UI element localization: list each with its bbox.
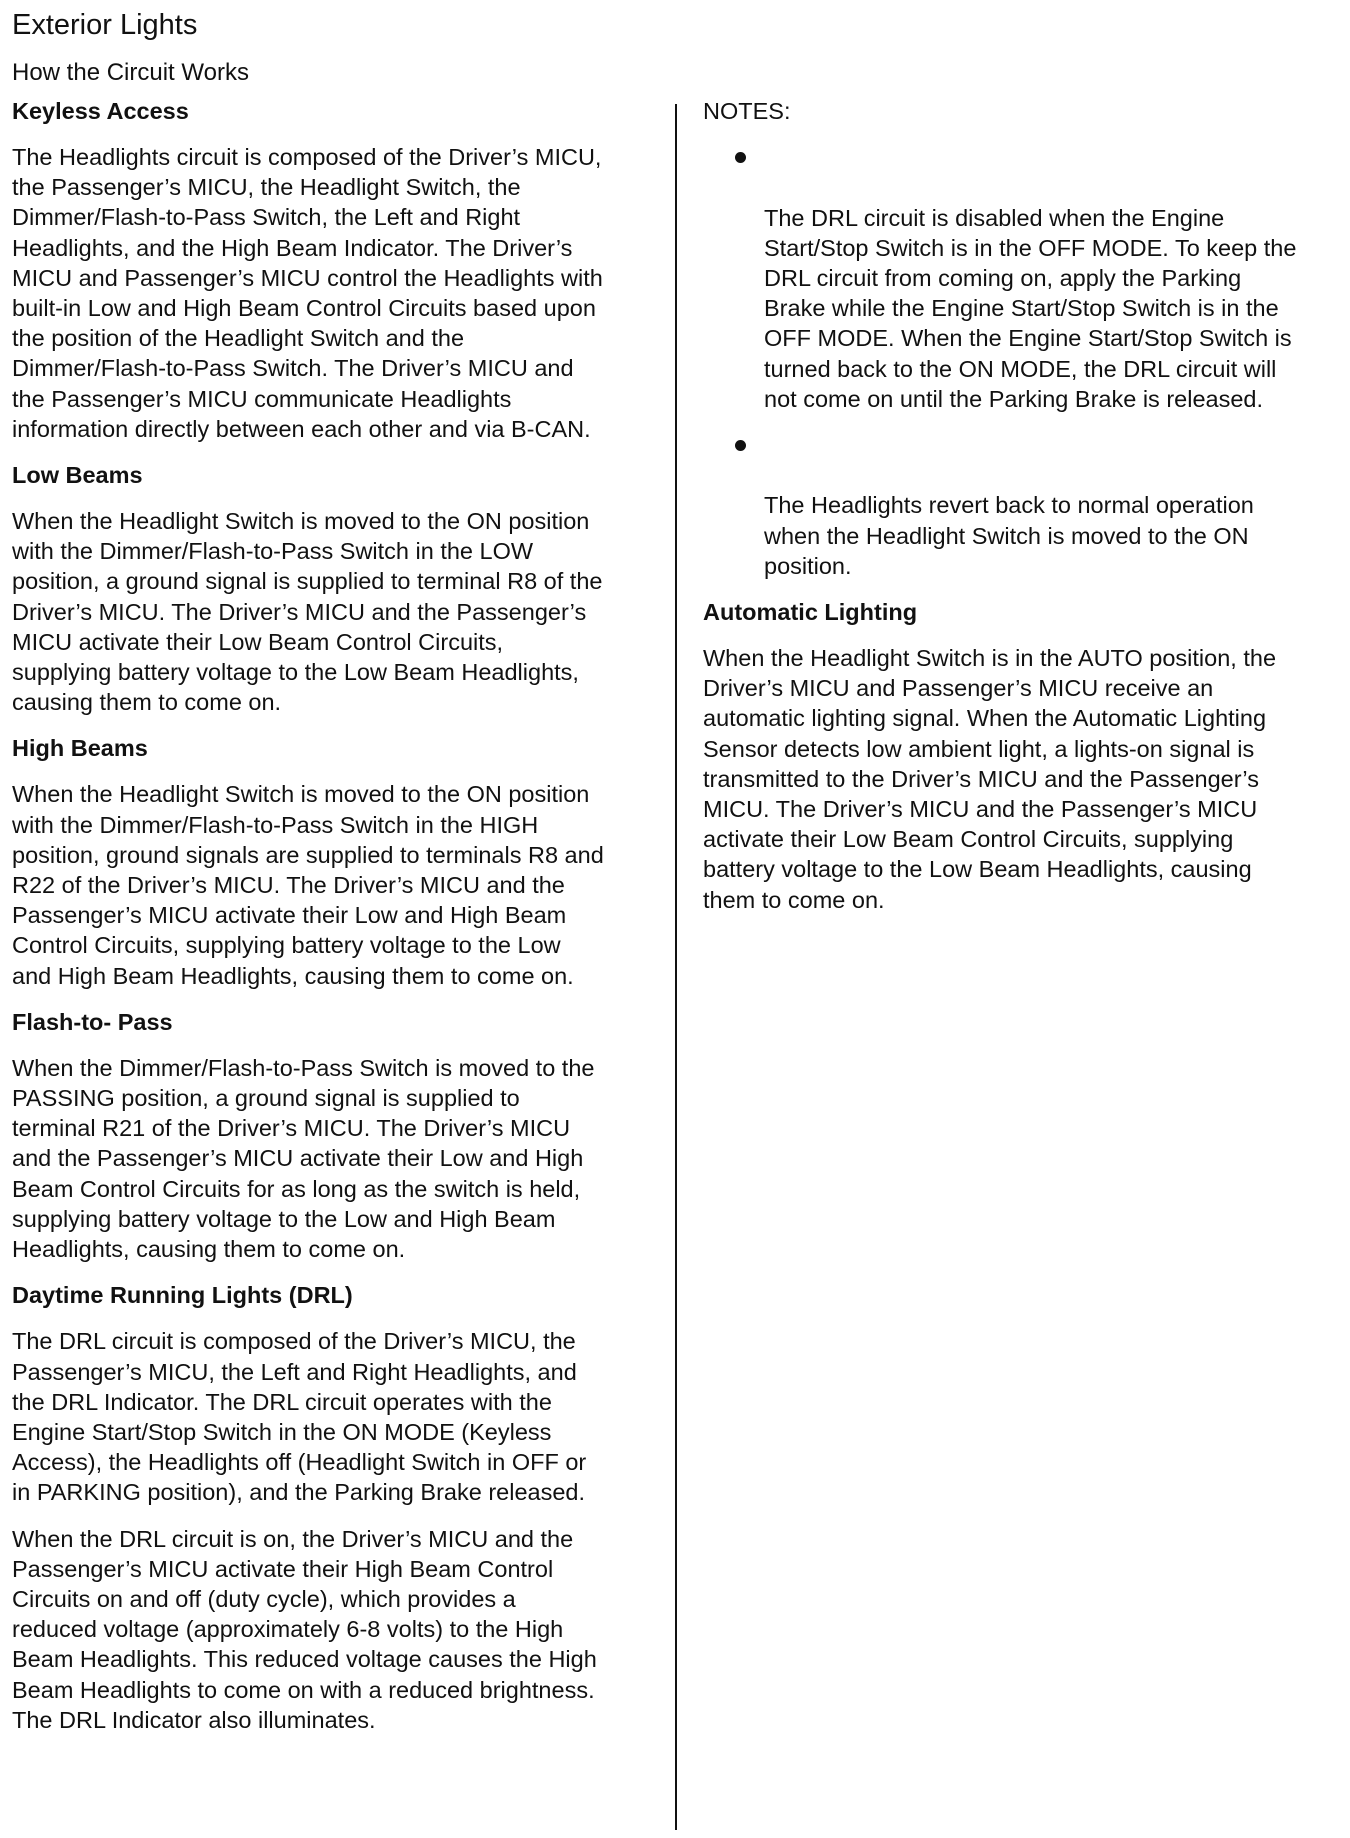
paragraph: When the Headlight Switch is moved to the ON position with the Dimmer/Flash-to-Pass Switch in the LOW position, a ground signal is supplied to terminal R8 of the Driver’s MICU. The Driver’s MICU and the Passenger’s MICU activate their Low Beam Control Circuits, supplying battery voltage to the Low Beam Headlights, causing them to come on. [12, 508, 603, 716]
column-divider [675, 104, 677, 1830]
bullet-icon [735, 152, 746, 163]
notes-list [703, 142, 1343, 581]
section-automatic-lighting [703, 597, 1343, 915]
section-high-beams [12, 733, 662, 990]
section-heading: Keyless Access [12, 98, 189, 124]
note-text: The DRL circuit is disabled when the Engine Start/Stop Switch is in the OFF MODE. To keep the DRL circuit from coming on, apply the Parking Brake while the Engine Start/Stop Switch is in the OFF MODE. When the Engine Start/Stop Switch is turned back to the ON MODE, the DRL circuit will not come on until the Parking Brake is released. [764, 204, 1297, 412]
section-drl [12, 1280, 662, 1735]
note-text: The Headlights revert back to normal operation when the Headlight Switch is moved to the ON position. [764, 492, 1254, 579]
notes-label: NOTES: [703, 98, 791, 124]
section-heading: Low Beams [12, 462, 143, 489]
left-column [12, 96, 662, 1751]
section-heading: Daytime Running Lights (DRL) [12, 1282, 353, 1309]
paragraph: When the DRL circuit is on, the Driver’s MICU and the Passenger’s MICU activate their High Beam Control Circuits on and off (duty cycle), which provides a reduced voltage (approximately 6-8 volts) to the High Beam Headlights. This reduced voltage causes the High Beam Headlights to come on with a reduced brightness. The DRL Indicator also illuminates. [12, 1525, 597, 1733]
right-column [703, 96, 1343, 931]
note-item [703, 430, 1343, 581]
paragraph: When the Headlight Switch is in the AUTO position, the Driver’s MICU and Passenger’s MICU receive an automatic lighting signal. When the Automatic Lighting Sensor detects low ambient light, a lights-on signal is transmitted to the Driver’s MICU and the Passenger’s MICU. The Driver’s MICU and the Passenger’s MICU activate their Low Beam Control Circuits, supplying battery voltage to the Low Beam Headlights, causing them to come on. [703, 645, 1277, 913]
section-heading: Automatic Lighting [703, 599, 918, 626]
note-item [703, 142, 1343, 414]
section-flash-to-pass [12, 1007, 662, 1264]
paragraph: The Headlights circuit is composed of the Driver’s MICU, the Passenger’s MICU, the Headlight Switch, the Dimmer/Flash-to-Pass Switch, the Left and Right Headlights, and the High Beam Indicator. The Driver’s MICU and Passenger’s MICU control the Headlights with built-in Low and High Beam Control Circuits based upon the position of the Headlight Switch and the Dimmer/Flash-to-Pass Switch. The Driver’s MICU and the Passenger’s MICU communicate Headlights information directly between each other and via B-CAN. [12, 144, 603, 442]
section-heading: High Beams [12, 735, 148, 762]
page-title: Exterior Lights [12, 9, 198, 41]
section-keyless-access [12, 96, 662, 444]
section-heading: Flash-to- Pass [12, 1008, 173, 1035]
paragraph: When the Dimmer/Flash-to-Pass Switch is moved to the PASSING position, a ground signal is supplied to terminal R21 of the Driver’s MICU. The Driver’s MICU and the Passenger’s MICU activate their Low and High Beam Control Circuits for as long as the switch is held, supplying battery voltage to the Low and High Beam Headlights, causing them to come on. [12, 1054, 595, 1263]
paragraph: The DRL circuit is composed of the Driver’s MICU, the Passenger’s MICU, the Left and Right Headlights, and the DRL Indicator. The DRL circuit operates with the Engine Start/Stop Switch in the ON MODE (Keyless Access), the Headlights off (Headlight Switch in OFF or in PARKING position), and the Parking Brake released. [12, 1328, 587, 1506]
section-subtitle: How the Circuit Works [12, 59, 249, 86]
bullet-icon [735, 440, 746, 451]
paragraph: When the Headlight Switch is moved to the ON position with the Dimmer/Flash-to-Pass Switch in the HIGH position, ground signals are supplied to terminals R8 and R22 of the Driver’s MICU. The Driver’s MICU and the Passenger’s MICU activate their Low and High Beam Control Circuits, supplying battery voltage to the Low and High Beam Headlights, causing them to come on. [12, 781, 604, 989]
section-low-beams [12, 460, 662, 717]
